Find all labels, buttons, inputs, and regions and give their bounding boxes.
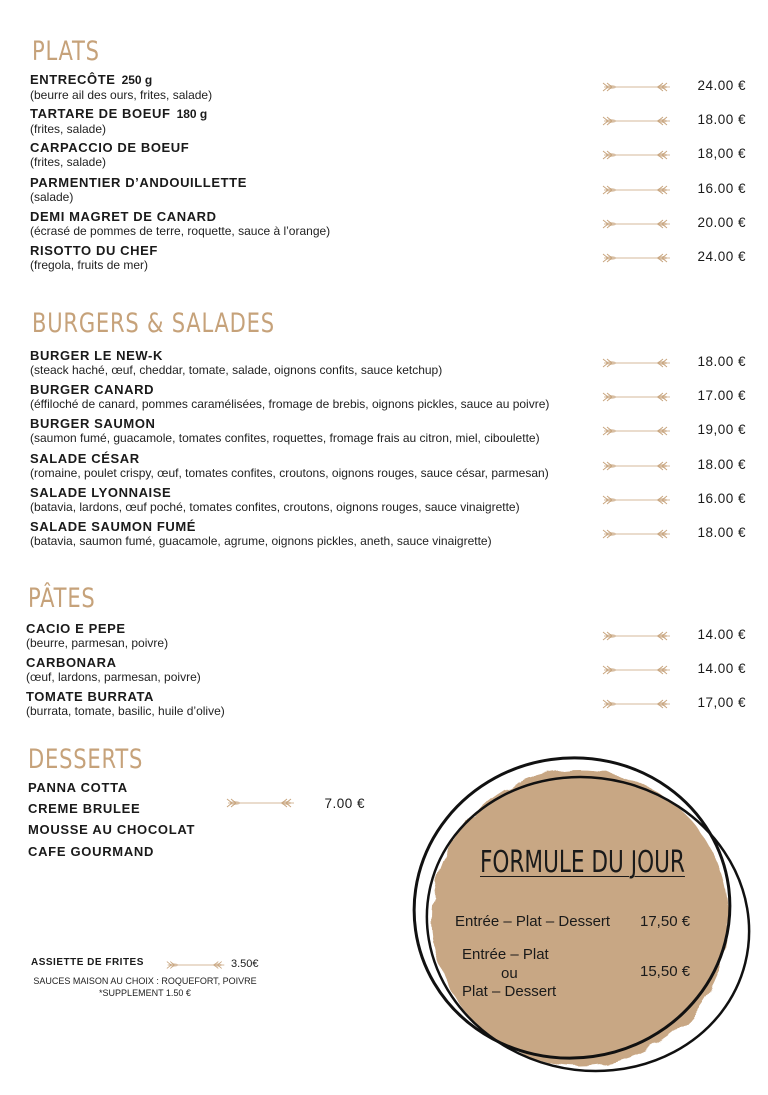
menu-item-description: (burrata, tomate, basilic, huile d’olive) bbox=[26, 704, 225, 718]
menu-item-description: (éffiloché de canard, pommes caramélisées, fromage de brebis, oignons pickles, sauce au poivre) bbox=[30, 397, 550, 412]
menu-item-name-text: SALADE SAUMON FUMÉ bbox=[30, 519, 197, 534]
wheat-sprig-leader-icon bbox=[602, 425, 672, 437]
formule-option1: Entrée – Plat – Dessert bbox=[455, 913, 611, 930]
wheat-sprig-leader-icon bbox=[602, 252, 672, 264]
menu-item-price: 24.00 € bbox=[697, 249, 746, 264]
wheat-sprig-leader-icon bbox=[602, 391, 672, 403]
wheat-sprig-leader-icon bbox=[166, 959, 226, 971]
menu-item-description: (salade) bbox=[30, 189, 74, 204]
menu-item-description: (fregola, fruits de mer) bbox=[30, 258, 149, 272]
menu-item-price: 18.00 € bbox=[697, 456, 746, 472]
menu-item-price: 14.00 € bbox=[697, 661, 746, 676]
wheat-sprig-leader-icon bbox=[226, 797, 296, 809]
menu-item-name-text: CARPACCIO DE BOEUF bbox=[30, 140, 190, 156]
menu-item-description: (romaine, poulet crispy, œuf, tomates confites, croutons, oignons rouges, sauce césar, parmesan) bbox=[30, 465, 549, 480]
menu-item-price: 24.00 € bbox=[697, 78, 746, 93]
section-title-burgers: BURGERS & SALADES bbox=[32, 308, 275, 339]
menu-item-price: 18.00 € bbox=[697, 112, 746, 128]
frites-name: ASSIETTE DE FRITES bbox=[31, 957, 144, 968]
dessert-price: 7.00 € bbox=[324, 796, 365, 811]
menu-item-price: 16.00 € bbox=[697, 490, 746, 506]
dessert-item: CAFE GOURMAND bbox=[28, 844, 155, 859]
wheat-sprig-leader-icon bbox=[602, 528, 672, 540]
menu-item-name-text: BURGER SAUMON bbox=[30, 416, 156, 432]
menu-item-description: (batavia, saumon fumé, guacamole, agrume, oignons pickles, aneth, sauce vinaigrette) bbox=[30, 534, 492, 548]
dessert-item: CREME BRULEE bbox=[28, 801, 141, 816]
formule-title: FORMULE DU JOUR bbox=[480, 845, 685, 880]
menu-item-price: 19,00 € bbox=[697, 422, 746, 438]
menu-item-name-text: SALADE CÉSAR bbox=[30, 450, 140, 466]
menu-item-price: 17,00 € bbox=[697, 695, 746, 710]
menu-item-weight: 180 g bbox=[176, 107, 208, 122]
menu-item-weight: 250 g bbox=[121, 73, 153, 87]
section-title-desserts: DESSERTS bbox=[28, 744, 144, 775]
menu-item-name-text: BURGER CANARD bbox=[30, 382, 155, 398]
frites-supplement: *SUPPLEMENT 1.50 € bbox=[99, 988, 191, 998]
menu-item-name-text: RISOTTO DU CHEF bbox=[30, 243, 158, 258]
menu-item-description: (saumon fumé, guacamole, tomates confites, roquettes, fromage frais au citron, miel, ciboulette) bbox=[30, 431, 540, 446]
dessert-item: MOUSSE AU CHOCOLAT bbox=[28, 822, 196, 837]
wheat-sprig-leader-icon bbox=[602, 460, 672, 472]
menu-item-name-text: BURGER LE NEW-K bbox=[30, 348, 163, 363]
menu-item-name-text: CACIO E PEPE bbox=[26, 621, 126, 636]
menu-item-description: (frites, salade) bbox=[30, 122, 107, 137]
wheat-sprig-leader-icon bbox=[602, 81, 672, 93]
menu-item-price: 20.00 € bbox=[697, 214, 746, 230]
dessert-item: PANNA COTTA bbox=[28, 780, 128, 795]
menu-item-price: 18.00 € bbox=[697, 354, 746, 369]
menu-item-name-text: ENTRECÔTE bbox=[30, 72, 116, 87]
menu-item-name-text: TOMATE BURRATA bbox=[26, 689, 155, 704]
formule-option2-line1: Entrée – Plat bbox=[462, 946, 549, 963]
wheat-sprig-leader-icon bbox=[602, 149, 672, 161]
frites-price: 3.50€ bbox=[231, 958, 259, 970]
menu-item-description: (écrasé de pommes de terre, roquette, sauce à l’orange) bbox=[30, 223, 331, 238]
menu-item-description: (beurre, parmesan, poivre) bbox=[26, 636, 169, 650]
wheat-sprig-leader-icon bbox=[602, 494, 672, 506]
menu-item-name-text: CARBONARA bbox=[26, 655, 117, 670]
formule-option2-line2: ou bbox=[501, 965, 518, 982]
menu-item-price: 14.00 € bbox=[697, 627, 746, 642]
section-title-pates: PÂTES bbox=[28, 583, 96, 614]
menu-item-price: 16.00 € bbox=[697, 180, 746, 196]
menu-item-description: (frites, salade) bbox=[30, 155, 107, 170]
wheat-sprig-leader-icon bbox=[602, 357, 672, 369]
menu-item-name-text: SALADE LYONNAISE bbox=[30, 484, 172, 500]
menu-item-price: 18.00 € bbox=[697, 525, 746, 540]
menu-item-description: (beurre ail des ours, frites, salade) bbox=[30, 88, 213, 102]
wheat-sprig-leader-icon bbox=[602, 115, 672, 127]
wheat-sprig-leader-icon bbox=[602, 184, 672, 196]
menu-item-price: 17.00 € bbox=[697, 388, 746, 404]
wheat-sprig-leader-icon bbox=[602, 218, 672, 230]
menu-item-description: (œuf, lardons, parmesan, poivre) bbox=[26, 670, 201, 684]
section-title-plats: PLATS bbox=[32, 36, 100, 67]
menu-item-name-text: TARTARE DE BOEUF bbox=[30, 106, 171, 122]
menu-item-name-text: DEMI MAGRET DE CANARD bbox=[30, 208, 217, 224]
formule-price2: 15,50 € bbox=[640, 963, 691, 980]
wheat-sprig-leader-icon bbox=[602, 664, 672, 676]
menu-item-description: (batavia, lardons, œuf poché, tomates confites, croutons, oignons rouges, sauce vinaigrette) bbox=[30, 499, 520, 514]
menu-item-price: 18,00 € bbox=[697, 146, 746, 162]
formule-option2-line3: Plat – Dessert bbox=[462, 983, 557, 1000]
frites-note: SAUCES MAISON AU CHOIX : ROQUEFORT, POIVRE bbox=[33, 976, 257, 986]
menu-item-name-text: PARMENTIER D’ANDOUILLETTE bbox=[30, 174, 247, 190]
wheat-sprig-leader-icon bbox=[602, 630, 672, 642]
wheat-sprig-leader-icon bbox=[602, 698, 672, 710]
formule-price1: 17,50 € bbox=[640, 913, 691, 930]
menu-item-description: (steack haché, œuf, cheddar, tomate, salade, oignons confits, sauce ketchup) bbox=[30, 363, 443, 377]
